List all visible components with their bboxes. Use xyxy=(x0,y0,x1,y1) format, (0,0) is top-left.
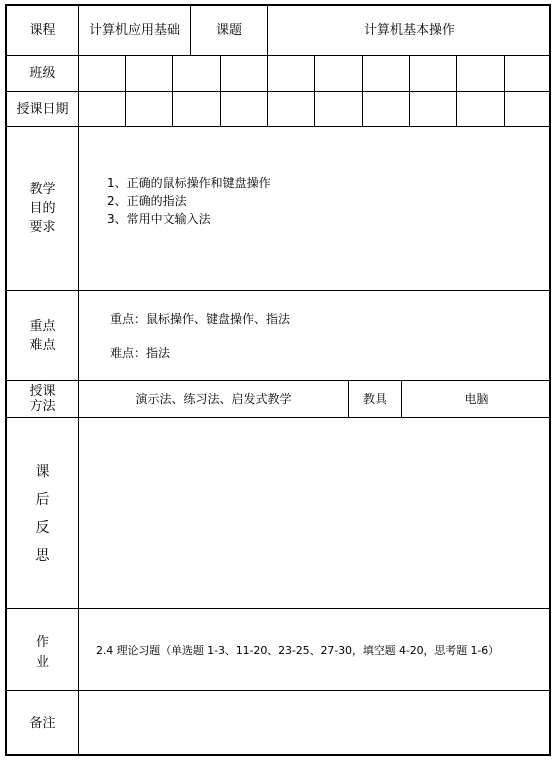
grid-divider xyxy=(409,55,410,126)
objective-item: 2、正确的指法 xyxy=(107,194,187,208)
label-column-divider xyxy=(78,6,79,756)
reflection-label-char: 反 xyxy=(35,520,50,536)
grid-divider xyxy=(267,55,268,126)
topic-label: 课题 xyxy=(215,23,242,38)
objective-item: 1、正确的鼠标操作和键盘操作 xyxy=(107,176,271,190)
difficult-points-text: 难点：指法 xyxy=(110,346,171,360)
row-divider xyxy=(7,690,549,691)
row-divider xyxy=(7,55,549,56)
row-divider xyxy=(7,380,549,381)
grid-divider xyxy=(172,55,173,126)
homework-label-char: 业 xyxy=(35,655,49,670)
grid-divider xyxy=(504,55,505,126)
lesson-plan-table xyxy=(5,4,551,756)
remarks-label: 备注 xyxy=(29,716,56,731)
method-value: 演示法、练习法、启发式教学 xyxy=(135,392,292,406)
reflection-label-char: 思 xyxy=(35,548,50,564)
key-points-text: 重点：鼠标操作、键盘操作、指法 xyxy=(110,312,291,326)
grid-divider xyxy=(362,55,363,126)
tools-value: 电脑 xyxy=(464,392,489,406)
row-divider xyxy=(7,126,549,127)
homework-label-char: 作 xyxy=(35,635,49,650)
objectives-label: 教学 目的 要求 xyxy=(29,182,56,235)
row-divider xyxy=(7,290,549,291)
row-divider xyxy=(7,417,549,418)
key-points-label: 重点 难点 xyxy=(29,318,56,353)
reflection-label-char: 后 xyxy=(35,492,50,508)
grid-divider xyxy=(456,55,457,126)
reflection-label-char: 课 xyxy=(35,464,50,480)
homework-text: 2.4 理论习题（单选题 1-3、11-20、23-25、27-30，填空题 4-20，思考题 1-6） xyxy=(96,644,500,657)
row-divider xyxy=(7,608,549,609)
date-label: 授课日期 xyxy=(16,102,69,117)
class-label: 班级 xyxy=(29,66,56,81)
objective-item: 3、常用中文输入法 xyxy=(107,212,211,226)
tools-label: 教具 xyxy=(362,392,387,406)
course-label: 课程 xyxy=(29,23,56,38)
grid-divider xyxy=(125,55,126,126)
grid-divider xyxy=(314,55,315,126)
method-label: 授课 方法 xyxy=(29,384,56,414)
grid-divider xyxy=(220,55,221,126)
topic-value: 计算机基本操作 xyxy=(363,23,455,38)
row-divider xyxy=(7,91,549,92)
course-value: 计算机应用基础 xyxy=(88,23,180,38)
